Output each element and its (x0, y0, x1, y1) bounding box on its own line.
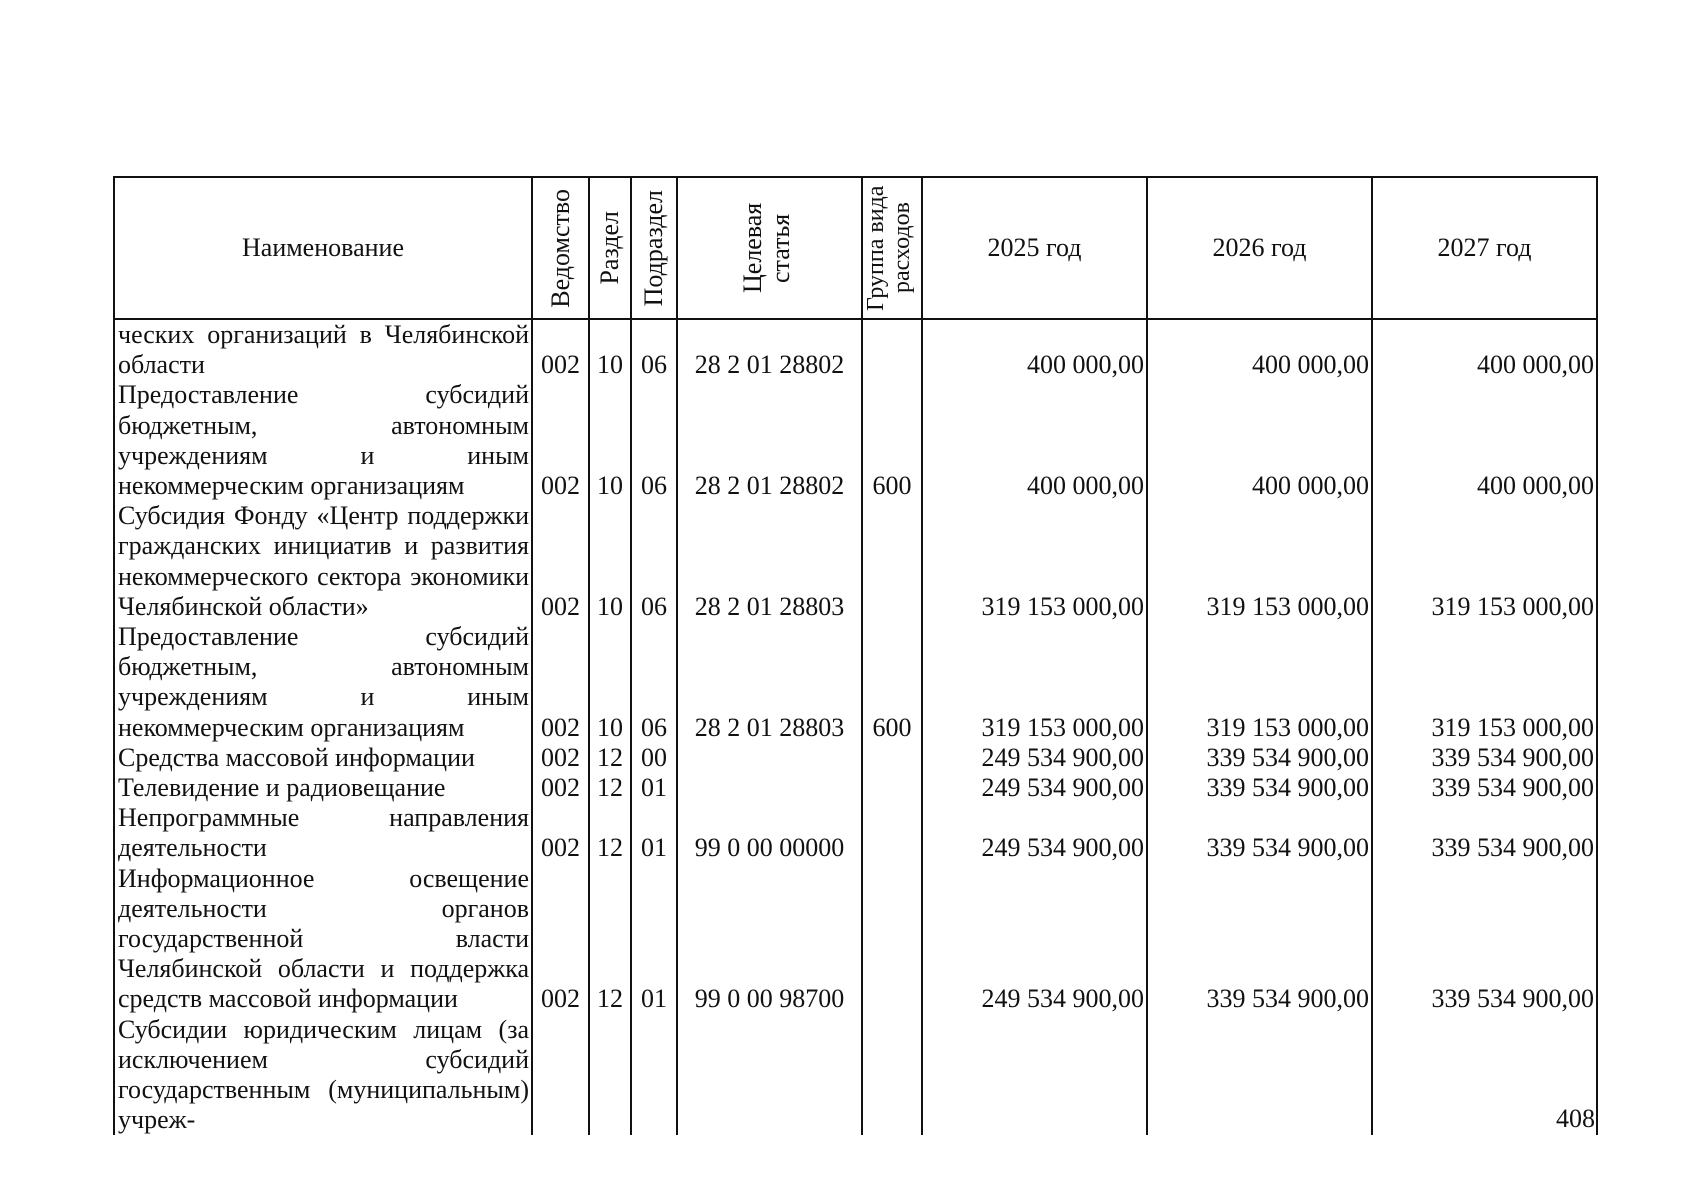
row-amount-2027: 319 153 000,00 (1372, 501, 1597, 622)
row-gruppa (862, 1015, 922, 1136)
header-gruppa-vida-rashodov (862, 177, 922, 319)
row-gruppa: 600 (862, 380, 922, 501)
row-name: ческих организаций в Челябинской области (114, 319, 532, 380)
row-celevaya-statya: 28 2 01 28802 (677, 319, 862, 380)
row-amount-2027: 339 534 900,00 (1372, 864, 1597, 1015)
row-amount-2026 (1147, 1015, 1372, 1136)
row-vedomstvo: 002 (532, 319, 589, 380)
row-amount-2026: 319 153 000,00 (1147, 622, 1372, 743)
row-celevaya-statya: 99 0 00 00000 (677, 803, 862, 863)
header-year-2027-text: 2027 год (1437, 232, 1532, 262)
row-amount-2025: 249 534 900,00 (922, 773, 1147, 803)
table-row (114, 1015, 1597, 1136)
row-gruppa (862, 501, 922, 622)
row-name: Информационное освещение деятельности органов государственной власти Челябинской области и поддержка средств массовой информации (114, 864, 532, 1015)
row-amount-2026: 339 534 900,00 (1147, 743, 1372, 773)
header-year-2026 (1147, 177, 1372, 319)
row-amount-2026: 339 534 900,00 (1147, 773, 1372, 803)
row-amount-2025 (922, 1015, 1147, 1136)
header-razdel-text: Раздел (595, 211, 624, 285)
row-amount-2025: 249 534 900,00 (922, 743, 1147, 773)
row-gruppa (862, 319, 922, 380)
row-vedomstvo: 002 (532, 803, 589, 863)
row-razdel: 12 (589, 743, 631, 773)
table-row (114, 501, 1597, 622)
header-celevaya-statya (677, 177, 862, 319)
row-vedomstvo (532, 1015, 589, 1136)
row-gruppa (862, 864, 922, 1015)
header-year-2025-text: 2025 год (987, 232, 1082, 262)
row-amount-2025: 400 000,00 (922, 380, 1147, 501)
row-name: Предоставление субсидий бюджетным, автономным учреждениям и иным некоммерческим организациям (114, 622, 532, 743)
row-amount-2027: 319 153 000,00 (1372, 622, 1597, 743)
header-name (114, 177, 532, 319)
header-vedomstvo-text: Ведомство (545, 188, 575, 308)
row-amount-2026: 319 153 000,00 (1147, 501, 1372, 622)
table-row (114, 319, 1597, 380)
row-podrazdel: 00 (631, 743, 677, 773)
row-razdel: 10 (589, 380, 631, 501)
row-podrazdel: 06 (631, 622, 677, 743)
row-celevaya-statya: 99 0 00 98700 (677, 864, 862, 1015)
row-amount-2026: 339 534 900,00 (1147, 864, 1372, 1015)
header-podrazdel-text: Подраздел (639, 189, 668, 307)
row-podrazdel: 06 (631, 380, 677, 501)
row-amount-2026: 400 000,00 (1147, 319, 1372, 380)
table-row (114, 773, 1597, 803)
row-celevaya-statya (677, 1015, 862, 1136)
row-podrazdel: 01 (631, 773, 677, 803)
row-vedomstvo: 002 (532, 380, 589, 501)
row-amount-2025: 319 153 000,00 (922, 622, 1147, 743)
header-celevaya-statya-text: Целевая статья (737, 202, 795, 294)
row-amount-2025: 400 000,00 (922, 319, 1147, 380)
row-amount-2027: 339 534 900,00 (1372, 803, 1597, 863)
row-gruppa (862, 743, 922, 773)
row-podrazdel: 06 (631, 501, 677, 622)
row-gruppa (862, 773, 922, 803)
row-amount-2027: 339 534 900,00 (1372, 773, 1597, 803)
row-amount-2026: 339 534 900,00 (1147, 803, 1372, 863)
table-row (114, 380, 1597, 501)
header-year-2027 (1372, 177, 1597, 319)
row-gruppa (862, 803, 922, 863)
header-vedomstvo (532, 177, 589, 319)
row-amount-2027: 400 000,00 (1372, 380, 1597, 501)
row-name: Субсидия Фонду «Центр поддержки гражданских инициатив и развития некоммерческого сектора экономики Челябинской области» (114, 501, 532, 622)
row-amount-2027: 400 000,00 (1372, 319, 1597, 380)
row-razdel: 12 (589, 803, 631, 863)
row-podrazdel: 06 (631, 319, 677, 380)
row-vedomstvo: 002 (532, 864, 589, 1015)
row-name: Предоставление субсидий бюджетным, автономным учреждениям и иным некоммерческим организациям (114, 380, 532, 501)
row-name: Телевидение и радиовещание (114, 773, 532, 803)
row-vedomstvo: 002 (532, 773, 589, 803)
header-year-2026-text: 2026 год (1212, 232, 1307, 262)
row-razdel: 10 (589, 501, 631, 622)
row-celevaya-statya (677, 773, 862, 803)
row-gruppa: 600 (862, 622, 922, 743)
row-celevaya-statya (677, 743, 862, 773)
row-razdel: 12 (589, 773, 631, 803)
row-vedomstvo: 002 (532, 501, 589, 622)
row-amount-2025: 249 534 900,00 (922, 803, 1147, 863)
header-gruppa-text: Группа вида расходов (863, 185, 915, 311)
row-podrazdel: 01 (631, 864, 677, 1015)
row-amount-2025: 249 534 900,00 (922, 864, 1147, 1015)
header-year-2025 (922, 177, 1147, 319)
page-number: 408 (1556, 1104, 1595, 1133)
row-razdel: 10 (589, 319, 631, 380)
row-celevaya-statya: 28 2 01 28803 (677, 622, 862, 743)
table-row (114, 743, 1597, 773)
row-name: Субсидии юридическим лицам (за исключением субсидий государственным (муниципальным) учреж- (114, 1015, 532, 1136)
row-razdel (589, 1015, 631, 1136)
row-podrazdel: 01 (631, 803, 677, 863)
header-name-text: Наименование (242, 232, 404, 262)
table-row (114, 803, 1597, 863)
row-vedomstvo: 002 (532, 622, 589, 743)
row-name: Средства массовой информации (114, 743, 532, 773)
header-podrazdel (631, 177, 677, 319)
header-razdel (589, 177, 631, 319)
table-row (114, 622, 1597, 743)
row-celevaya-statya: 28 2 01 28802 (677, 380, 862, 501)
table-header-row (114, 177, 1597, 319)
row-celevaya-statya: 28 2 01 28803 (677, 501, 862, 622)
row-amount-2026: 400 000,00 (1147, 380, 1372, 501)
table-row (114, 864, 1597, 1015)
row-name: Непрограммные направления деятельности (114, 803, 532, 863)
row-amount-2025: 319 153 000,00 (922, 501, 1147, 622)
row-podrazdel (631, 1015, 677, 1136)
budget-table (113, 176, 1598, 1135)
row-razdel: 12 (589, 864, 631, 1015)
row-amount-2027: 339 534 900,00 (1372, 743, 1597, 773)
row-vedomstvo: 002 (532, 743, 589, 773)
row-razdel: 10 (589, 622, 631, 743)
